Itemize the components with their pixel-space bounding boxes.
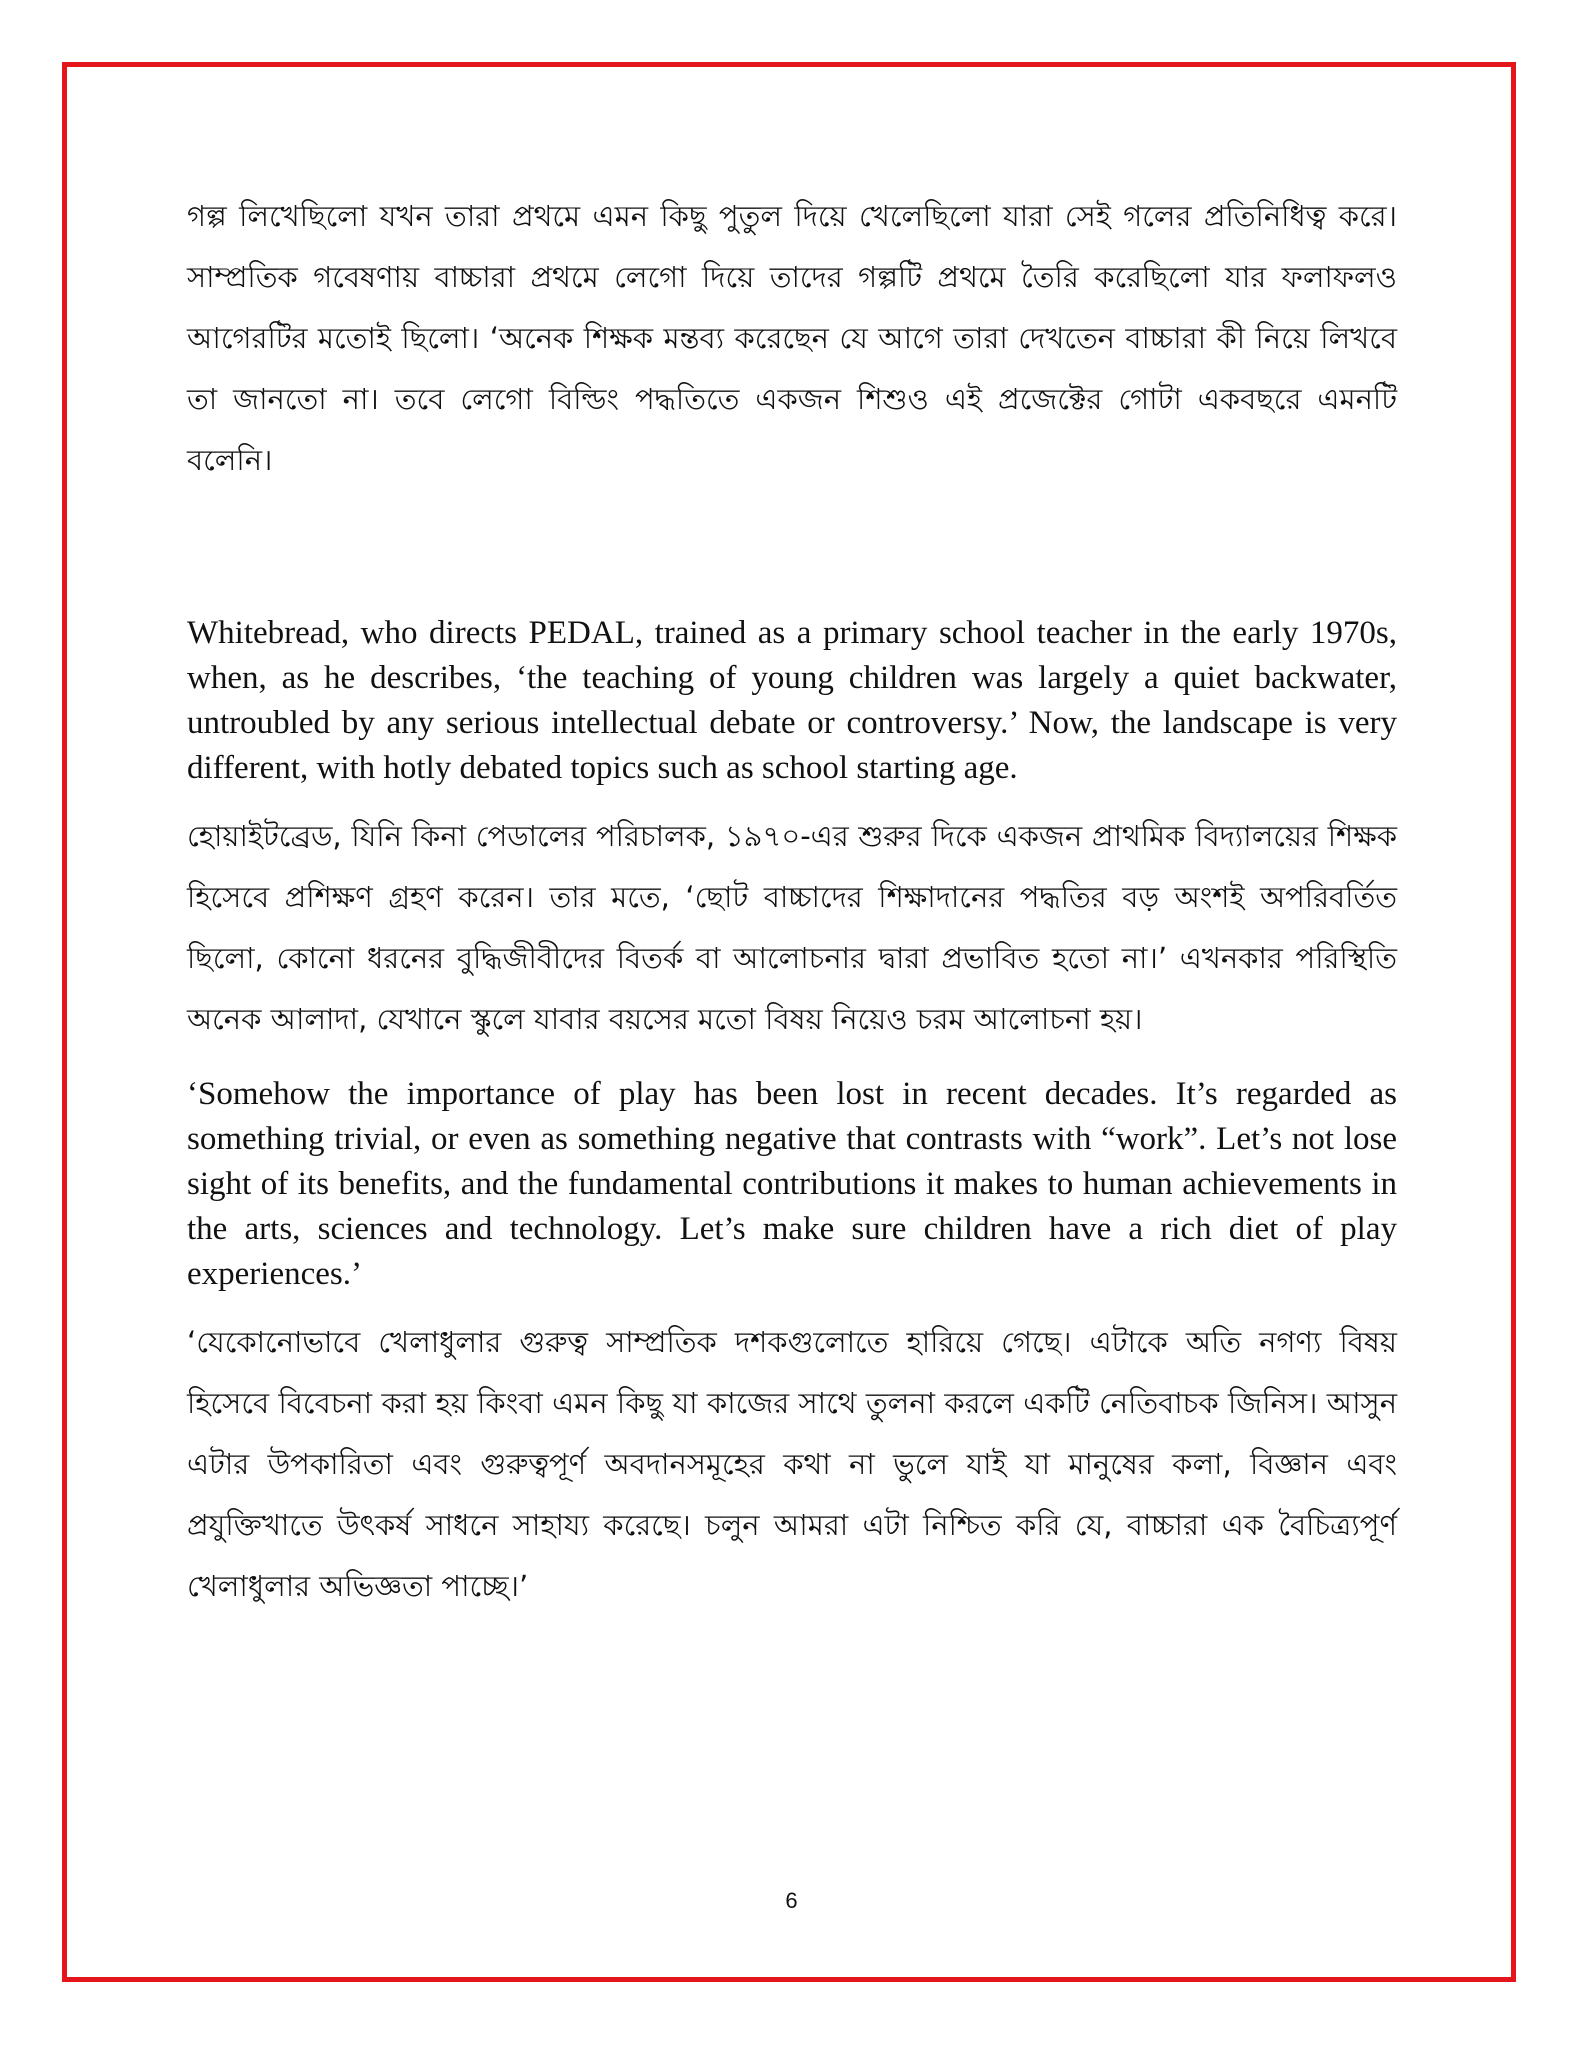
- paragraph-english-whitebread: Whitebread, who directs PEDAL, trained as a primary school teacher in the early 1970s, when, as he describes, ‘the teaching of young children was largely a quiet backwater, untroubled by any serious intellectual debate or controversy.’ Now, the landscape is very different, with hotly debated topics such as school starting age.: [187, 615, 1397, 786]
- paragraph-bengali-importance-of-play: ‘যেকোনোভাবে খেলাধুলার গুরুত্ব সাম্প্রতিক দশকগুলোতে হারিয়ে গেছে। এটাকে অতি নগণ্য বিষয় হিসেবে বিবেচনা করা হয় কিংবা এমন কিছু যা কাজের সাথে তুলনা করলে একটি নেতিবাচক জিনিস। আসুন এটার উপকারিতা এবং গুরুত্বপূর্ণ অবদানসমূহের কথা না ভুলে যাই যা মানুষের কলা, বিজ্ঞান এবং প্রযুক্তিখাতে উৎকর্ষ সাধনে সাহায্য করেছে। চলুন আমরা এটা নিশ্চিত করি যে, বাচ্চারা এক বৈচিত্র্যপূর্ণ খেলাধুলার অভিজ্ঞতা পাচ্ছে।’: [187, 1325, 1397, 1603]
- page-number: 6: [785, 1888, 798, 1913]
- paragraph-bengali-whitebread: হোয়াইটব্রেড, যিনি কিনা পেডালের পরিচালক, ১৯৭০-এর শুরুর দিকে একজন প্রাথমিক বিদ্যালয়ের শিক্ষক হিসেবে প্রশিক্ষণ গ্রহণ করেন। তার মতে, ‘ছোট বাচ্চাদের শিক্ষাদানের পদ্ধতির বড় অংশই অপরিবর্তিত ছিলো, কোনো ধরনের বুদ্ধিজীবীদের বিতর্ক বা আলোচনার দ্বারা প্রভাবিত হতো না।’ এখনকার পরিস্থিতি অনেক আলাদা, যেখানে স্কুলে যাবার বয়সের মতো বিষয় নিয়েও চরম আলোচনা হয়।: [187, 819, 1397, 1036]
- page-content: [187, 186, 1397, 1617]
- paragraph-english-importance-of-play: ‘Somehow the importance of play has been lost in recent decades. It’s regarded as something trivial, or even as something negative that contrasts with “work”. Let’s not lose sight of its benefits, and the fundamental contributions it makes to human achievements in the arts, sciences and technology. Let’s make sure children have a rich diet of play experiences.’: [187, 1076, 1397, 1292]
- paragraph-bengali-lego-story: গল্প লিখেছিলো যখন তারা প্রথমে এমন কিছু পুতুল দিয়ে খেলেছিলো যারা সেই গলের প্রতিনিধিত্ব করে। সাম্প্রতিক গবেষণায় বাচ্চারা প্রথমে লেগো দিয়ে তাদের গল্পটি প্রথমে তৈরি করেছিলো যার ফলাফলও আগেরটির মতোই ছিলো। ‘অনেক শিক্ষক মন্তব্য করেছেন যে আগে তারা দেখতেন বাচ্চারা কী নিয়ে লিখবে তা জানতো না। তবে লেগো বিল্ডিং পদ্ধতিতে একজন শিশুও এই প্রজেক্টের গোটা একবছরে এমনটি বলেনি।: [187, 199, 1397, 477]
